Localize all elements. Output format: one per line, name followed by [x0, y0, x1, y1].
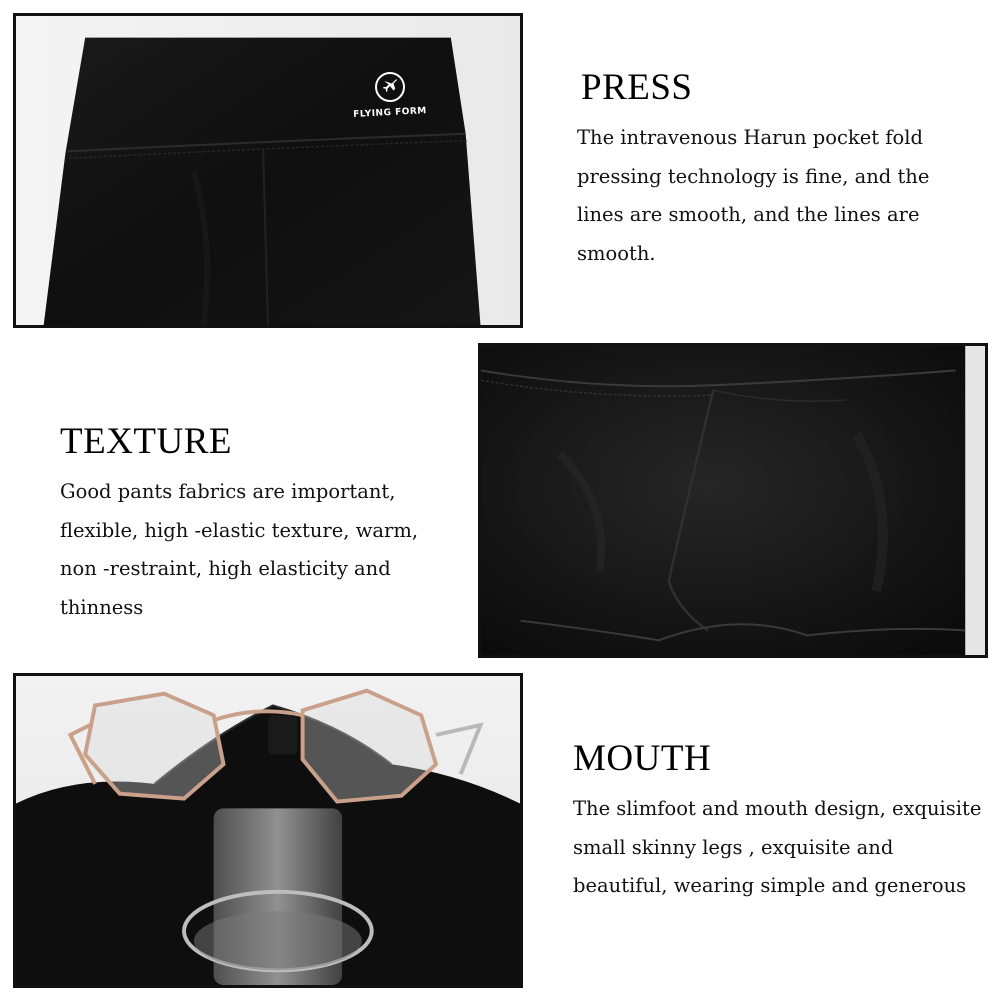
texture-feature — [60, 420, 460, 627]
waistband-illustration — [16, 16, 520, 325]
press-title: PRESS — [581, 67, 693, 108]
press-feature — [577, 66, 977, 273]
airplane-icon — [375, 72, 405, 102]
mouth-feature — [573, 737, 983, 906]
fabric-seam-illustration — [481, 346, 985, 655]
brand-logo-text: FLYING FORM — [352, 106, 428, 120]
glasses-fabric-photo — [13, 673, 523, 988]
press-description: The intravenous Harun pocket fold pressing technology is fine, and the lines are smooth, and the lines are smooth. — [577, 126, 930, 265]
waistband-photo — [13, 13, 523, 328]
mouth-title: MOUTH — [573, 738, 712, 779]
glasses-fabric-illustration — [16, 676, 520, 985]
brand-logo — [345, 72, 435, 132]
texture-description: Good pants fabrics are important, flexible, high -elastic texture, warm, non -restraint, high elasticity and thinness — [60, 480, 419, 619]
mouth-description: The slimfoot and mouth design, exquisite small skinny legs , exquisite and beautiful, wearing simple and generous — [573, 797, 982, 897]
fabric-seam-photo — [478, 343, 988, 658]
texture-title: TEXTURE — [60, 421, 233, 462]
